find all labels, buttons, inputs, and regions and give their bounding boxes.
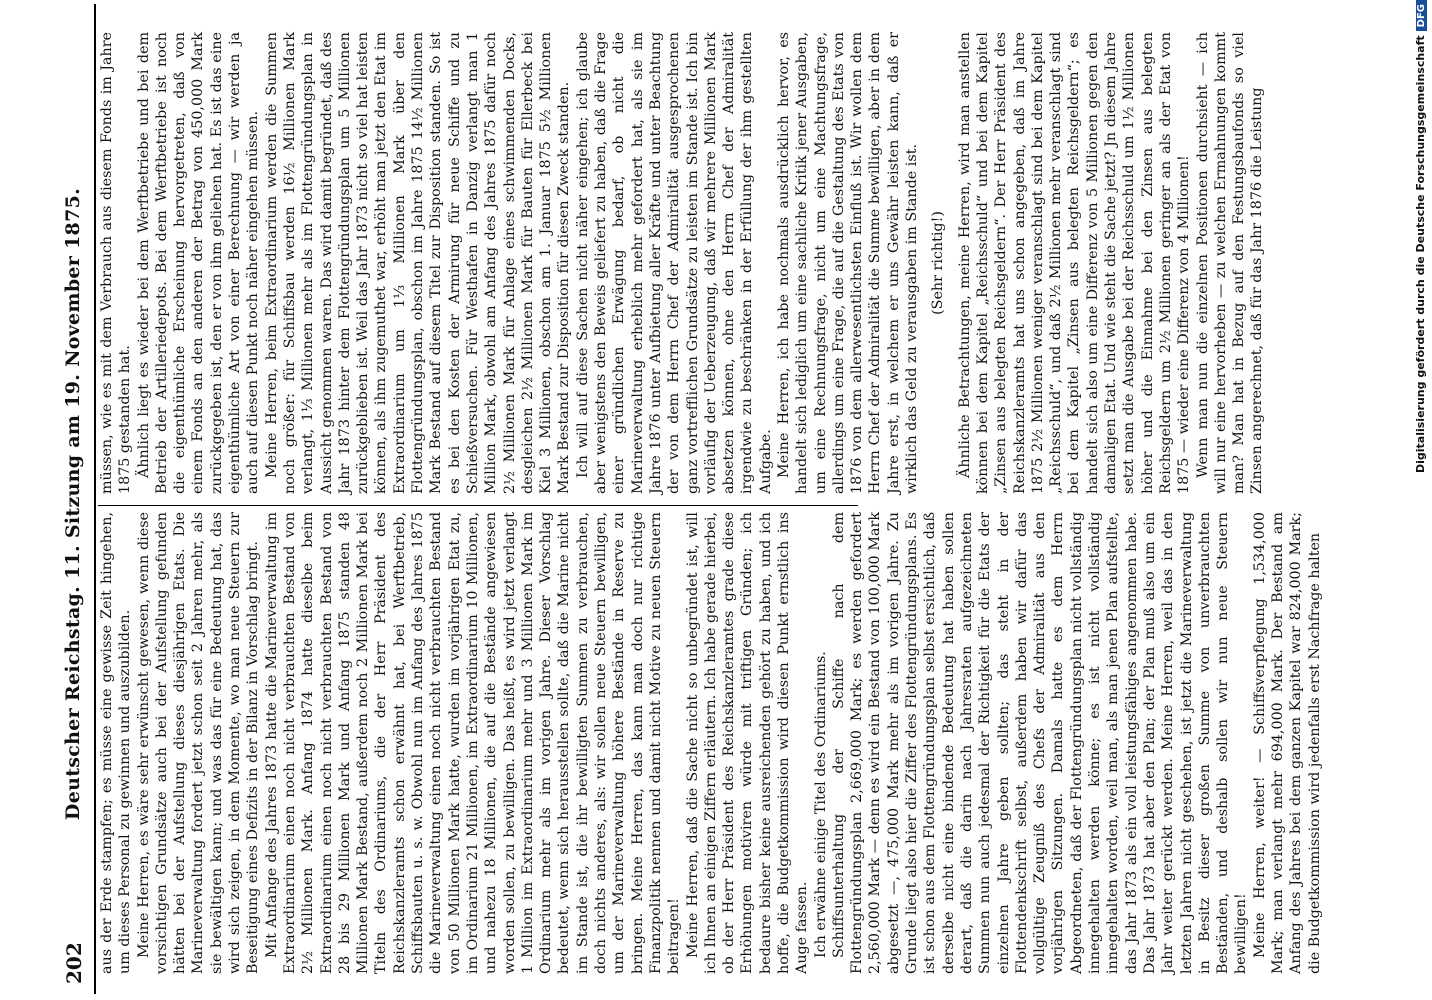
- paragraph: aus der Erde stampfen; es müsse eine gewisse Zeit hingehen, um dieses Personal zu gewinnen und auszubilden.: [99, 512, 134, 974]
- paragraph: Wenn man nun die einzelnen Positionen durchsieht — ich will nur eine hervorheben — zu welchen Ermahnungen kommt man? Man hat in Bezug auf den Festungsbaufonds so viel Zinsen angerechnet, daß für das Jahr 1876 die Leistung: [1194, 32, 1266, 494]
- interjection: (Sehr richtig!): [930, 211, 947, 315]
- paragraph: Meine Herren, weiter! — Schiffsverpflegung 1,534,000 Mark; man verlangt mehr 694,000 Mark. Der Bestand am Anfang des Jahres bei dem ganzen Kapitel war 824,000 Mark; die Budgetkommission wird jedenfalls erst Nachfrage halten: [1251, 512, 1323, 974]
- column-divider: [98, 505, 858, 506]
- paragraph: Meine Herren, daß die Sache nicht so unbegründet ist, will ich Ihnen an einigen Ziffern erläutern. Ich habe gerade hierbei, ob der Herr Präsident des Reichskanzleramtes grade diese Erhöhungen motiviren würde mit triftigen Gründen; ich bedaure bisher keine ausreichenden gehört zu haben, und ich hoffe, die Budgetkommission wird diesen Punkt ernstlich ins Auge fassen.: [684, 512, 811, 974]
- paragraph: Ähnliche Betrachtungen, meine Herren, wird man anstellen können bei dem Kapitel „Reichsschuld“ und bei dem Kapitel „Zinsen aus belegten Reichsgeldern“. Der Herr Präsident des Reichskanzleramts hat uns schon angegeben, daß im Jahre 1875 2½ Millionen weniger veranschlagt sind bei dem Kapitel „Reichsschuld“, und daß 2½ Millionen mehr veranschlagt sind bei dem Kapitel „Zinsen aus belegten Reichsgeldern“; es handelt sich also um eine Differenz von 5 Millionen gegen den damaligen Etat. Und wie steht die Sache jetzt? Jn diesem Jahre setzt man die Ausgabe bei der Reichsschuld um 1½ Millionen höher und die Einnahme bei den Zinsen aus belegten Reichsgeldern um 2½ Millionen geringer an als der Etat von 1875 — wieder eine Differenz von 4 Millionen!: [956, 32, 1193, 494]
- paragraph: Meine Herren, es wäre sehr erwünscht gewesen, wenn diese vorsichtigen Grundsätze auch bei der Aufstellung gefunden hätten bei der Aufstellung dieses diesjährigen Etats. Die Marineverwaltung fordert jetzt schon seit 2 Jahren mehr, als sie bewältigen kann; und was das für eine Bedeutung hat, das wird sich zeigen, in dem Momente, wo man neue Steuern zur Beseitigung eines Defizits in der Bilanz in Vorschlag bringt.: [135, 512, 262, 974]
- paragraph: Ich erwähne einige Titel des Ordinariums.: [812, 651, 829, 958]
- paragraph: Ähnlich liegt es wieder bei dem Werftbetriebe und bei dem Betrieb der Artilleriedepots. Bei dem Werftbetriebe ist noch die eigenthümliche Erscheinung hervorgetreten, daß von einem Fonds an den anderen der Betrag von 450,000 Mark zurückgegeben ist, den er von ihm geliehen hat. Es ist das eine eigenthümliche Art von einer Berechnung — wir werden ja auch auf diesen Punkt noch näher eingehen müssen.: [135, 32, 262, 494]
- paragraph: müssen, wie es mit dem Verbrauch aus diesem Fonds im Jahre 1875 gestanden hat.: [99, 32, 134, 494]
- credit-text: Digitalisierung gefördert durch die Deutsche Forschungsgemeinschaft: [1414, 35, 1427, 474]
- paragraph: Schiffsunterhaltung der Schiffe nach dem Flottengründungsplan 2,669,000 Mark; es werden gefordert 2,560,000 Mark — denn es wird ein Bestand von 100,000 Mark abgesetzt —, 475,000 Mark mehr als im vorigen Jahre. Zu Grunde liegt also hier die Ziffer des Flottengründungsplans. Es ist schon aus dem Flottengründungsplan selbst ersichtlich, daß derselbe nicht eine bindende Bedeutung hat haben sollen derart, daß die darin nach Jahresraten aufgezeichneten Summen nun auch jedesmal der Richtigkeit für die Etats der einzelnen Jahre geben sollten; das steht in der Flottendenkschrift selbst, außerdem haben wir dafür das vollgültige Zeugniß des Chefs der Admiralität aus den vorjährigen Sitzungen. Damals hatte es dem Herrn Abgeordneten, daß der Flottengründungsplan nicht vollständig innegehalten werden könne; es ist nicht vollständig innegehalten worden, weil man, als man jenen Plan aufstellte, das Jahr 1873 als ein voll leistungsfähiges angenommen habe. Das Jahr 1873 hat aber den Plan; der Plan muß also um ein Jahr weiter gerückt werden. Meine Herren, weil das in den letzten Jahren nicht geschehen, ist jetzt die Marineverwaltung in Besitz dieser großen Summe von unverbrauchten Beständen, und deshalb sollen wir nun neue Steuern bewilligen!: [830, 512, 1250, 974]
- paragraph: Ich will auf diese Sachen nicht näher eingehen; ich glaube aber wenigstens den Beweis geliefert zu haben, daß die Frage einer gründlichen Erwägung bedarf, ob nicht die Marineverwaltung erheblich mehr gefordert hat, als sie im Jahre 1876 unter Aufbietung aller Kräfte und unter Beachtung der von dem Herrn Chef der Admiralität ausgesprochenen ganz vortrefflichen Grundsätze zu leisten im Stande ist. Ich bin vorläufig der Ueberzeugung, daß wir mehrere Millionen Mark absetzen können, ohne den Herrn Chef der Admiralität irgendwie zu beschränken in der Erfüllung der ihm gestellten Aufgabe.: [574, 32, 774, 494]
- digitization-credit: [1414, 0, 1430, 700]
- page-number: 202: [62, 942, 86, 984]
- paragraph: Meine Herren, beim Extraordinarium werden die Summen noch größer: für Schiffsbau werden 16½ Millionen Mark verlangt, 1⅓ Millionen mehr als im Flottengründungsplan in Aussicht genommen waren. Das wird damit begründet, daß des Jahr 1873 hinter dem Flottengründungsplan um 5 Millionen zurückgeblieben ist. Weil das Jahr 1873 nicht so viel hat leisten können, als ihm zugemuthet war, erhöht man jetzt den Etat im Extraordinarium um 1⅓ Millionen Mark über den Flottengründungsplan, obschon im Jahre 1875 14½ Millionen Mark Bestand auf diesem Titel zur Disposition standen. So ist es bei den Kosten der Armirung für neue Schiffe und zu Schießversuchen. Für Westhafen in Danzig verlangt man 1 Million Mark, obwohl am Anfang des Jahres 1875 dafür noch 2½ Millionen Mark für Anlage eines schwimmenden Docks, desgleichen 2½ Millionen Mark für Bauten für Ellerbeck bei Kiel 3 Millionen, obschon am 1. Januar 1875 5½ Millionen Mark Bestand zur Disposition für diesen Zweck standen.: [263, 32, 573, 494]
- paragraph: Meine Herren, ich habe nochmals ausdrücklich hervor, es handelt sich lediglich um eine sachliche Kritik jener Ausgaben, um eine Rechnungsfrage, nicht um eine Machtungsfrage, allerdings um eine Frage, die auf die Gestaltung des Etats von 1876 von dem allerwesentlichsten Einfluß ist. Wir wollen dem Herrn Chef der Admiralität die Summe bewilligen, aber in dem Jahre erst, in welchem er uns Gewähr leisten kann, daß er wirklich das Geld zu verausgaben im Stande ist.: [775, 32, 921, 494]
- page-header: [58, 4, 96, 994]
- right-column: [98, 32, 1266, 494]
- left-column: [98, 512, 1323, 974]
- paragraph: Mit Anfange des Jahres 1873 hatte die Marineverwaltung im Extraordinarium einen noch nicht verbrauchten Bestand von 2½ Millionen Mark. Anfang 1874 hatte dieselbe beim Extraordinarium einen noch nicht verbrauchten Bestand von 28 bis 29 Millionen Mark und Anfang 1875 standen 48 Millionen Mark Bestand, außerdem noch 2 Millionen Mark bei Titeln des Ordinariums, die der Herr Präsident des Reichskanzleramts schon erwähnt hat, bei Werftbetrieb, Schiffsbauten u. s. w. Obwohl nun im Anfang des Jahres 1875 die Marineverwaltung einen noch nicht verbrauchten Bestand von 50 Millionen Mark hatte, wurden im vorjährigen Etat zu, im Ordinarium 21 Millionen, im Extraordinarium 10 Millionen, und nahezu 18 Millionen, die auf die Bestände angewiesen worden sollen, zu bewilligen. Das heißt, es wird jetzt verlangt 1 Million im Extraordinarium mehr und 3 Millionen Mark im Ordinarium mehr als im vorigen Jahre. Dieser Vorschlag bedeutet, wenn sich herausstellen sollte, daß die Marine nicht im Stande ist, die ihr bewilligten Summen zu verbrauchen, doch nichts anderes, als: wir sollen neue Steuern bewilligen, um der Marineverwaltung höhere Bestände in Reserve zu bringen. Meine Herren, das kann man doch nur richtige Finanzpolitik nennen und damit nicht Motive zu neuen Steuern beitragen!: [263, 512, 683, 974]
- running-head: Deutscher Reichstag. 11. Sitzung am 19. November 1875.: [62, 187, 84, 821]
- dfg-logo: DFG: [1416, 0, 1427, 31]
